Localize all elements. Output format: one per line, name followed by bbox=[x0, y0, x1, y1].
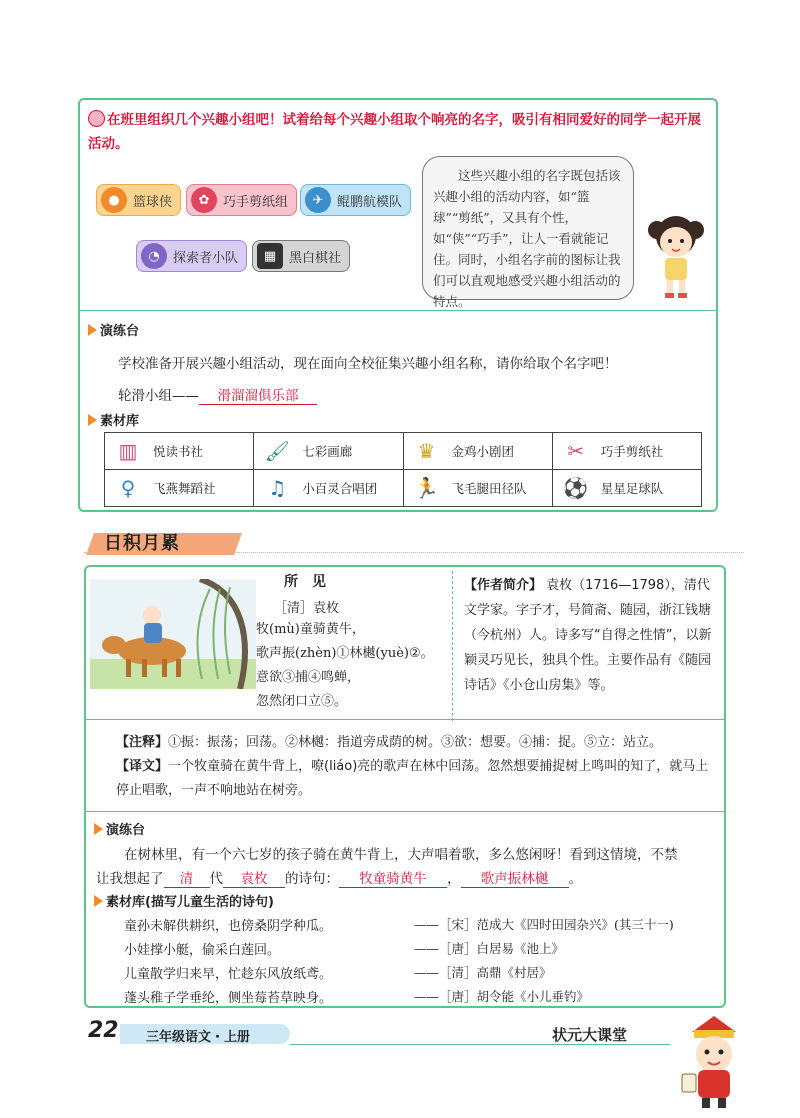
books-icon: ▥ bbox=[118, 439, 138, 463]
fill-text: 让我想起了 bbox=[96, 871, 164, 887]
material-label: 飞燕舞蹈社 bbox=[153, 481, 216, 496]
material-label: 七彩画廊 bbox=[302, 444, 353, 459]
answer-lead: 轮滑小组—— bbox=[118, 388, 199, 404]
material-label: 小百灵合唱团 bbox=[302, 481, 378, 496]
material-cell bbox=[403, 433, 552, 470]
poem-line: 儿童散学归来早，忙趁东风放纸鸢。 bbox=[124, 967, 333, 982]
poem-source: ——［唐］白居易《池上》 bbox=[414, 941, 565, 956]
material-label: 金鸡小剧团 bbox=[451, 444, 515, 459]
notes-label: 【注释】 bbox=[116, 735, 169, 750]
practice-title: 演练台 bbox=[106, 823, 146, 838]
answer-group-name: 滑溜溜俱乐部 bbox=[199, 384, 317, 405]
materials-heading bbox=[88, 410, 139, 429]
practice-text: 在树林里，有一个六七岁的孩子骑在黄牛背上，大声唱着歌，多么悠闲呀！看到这情境，不禁 bbox=[124, 847, 678, 863]
poem-line: 歌声振(zhèn)①林樾(yuè)②。 bbox=[256, 646, 434, 661]
bulb-icon bbox=[88, 110, 105, 127]
materials-table bbox=[104, 432, 702, 507]
poem-source: ——［唐］胡令能《小儿垂钓》 bbox=[414, 989, 590, 1004]
poem-title: 所 见 bbox=[284, 574, 326, 590]
airplane-model-icon: ✈ bbox=[305, 187, 331, 213]
badge-explorer bbox=[136, 240, 247, 272]
tip-speech-bubble bbox=[422, 156, 634, 309]
material-row bbox=[124, 939, 724, 958]
scissors-icon: ✂ bbox=[567, 439, 585, 463]
herd-boy-illustration bbox=[90, 579, 256, 689]
materials-heading bbox=[94, 891, 274, 910]
poem-line: 蓬头稚子学垂纶，侧坐莓苔草映身。 bbox=[124, 991, 333, 1006]
material-label: 飞毛腿田径队 bbox=[451, 481, 527, 496]
material-label: 星星足球队 bbox=[600, 481, 664, 496]
daily-accumulation-banner bbox=[90, 527, 230, 557]
badge-papercut bbox=[186, 184, 297, 216]
material-label: 巧手剪纸社 bbox=[600, 444, 664, 459]
badge-label: 黑白棋社 bbox=[289, 250, 342, 266]
brand-name: 状元大课堂 bbox=[552, 1026, 628, 1044]
material-label: 悦读书社 bbox=[153, 444, 204, 459]
fill-text: 。 bbox=[568, 871, 582, 887]
dancer-icon: ♀ bbox=[120, 476, 136, 500]
material-cell bbox=[105, 470, 254, 507]
interest-group-section bbox=[78, 98, 718, 512]
banner-title: 日积月累 bbox=[104, 533, 180, 554]
answer-line1: 牧童骑黄牛 bbox=[339, 867, 447, 888]
poem-source: ——［宋］范成大《四时田园杂兴》(其三十一) bbox=[414, 917, 674, 932]
book-title: 三年级语文・上册 bbox=[146, 1030, 251, 1045]
basketball-icon: ● bbox=[101, 187, 127, 213]
football-icon: ⚽ bbox=[563, 476, 589, 500]
arrow-icon bbox=[88, 324, 97, 336]
practice-answer-line bbox=[118, 384, 317, 405]
divider bbox=[80, 310, 716, 311]
girl-illustration bbox=[643, 200, 709, 300]
poem-section bbox=[84, 565, 726, 1008]
trophy-icon: ♛ bbox=[417, 439, 436, 463]
divider bbox=[86, 811, 724, 812]
poem-source: ——［清］高鼎《村居》 bbox=[414, 965, 552, 980]
paint-brush-icon: 🖌 bbox=[264, 439, 290, 463]
arrow-icon bbox=[94, 823, 103, 835]
author-intro-text: 袁枚（1716—1798），清代文学家。字子才，号简斋、随园，浙江钱塘（今杭州）人。诗多写“自得之性情”，以新颖灵巧见长，独具个性。主要作品有《随园诗话》《小仓山房集》等。 bbox=[464, 578, 712, 693]
arrow-icon bbox=[94, 895, 103, 907]
arrow-icon bbox=[88, 414, 97, 426]
notes bbox=[116, 731, 716, 755]
material-cell bbox=[403, 470, 552, 507]
mascot-illustration bbox=[676, 1012, 752, 1112]
poem-line: 牧(mù)童骑黄牛， bbox=[256, 622, 365, 637]
translation-label: 【译文】 bbox=[116, 759, 169, 774]
materials-title: 素材库 bbox=[100, 414, 140, 429]
poem-line: 童孙未解供耕织，也傍桑阴学种瓜。 bbox=[124, 919, 333, 934]
fill-text: ， bbox=[447, 871, 461, 887]
translation-text: 一个牧童骑在黄牛背上，嘹(liáo)亮的歌声在林中回荡。忽然想要捕捉树上鸣叫的知了，就马上停止唱歌，一声不响地站在树旁。 bbox=[116, 759, 709, 798]
material-row bbox=[124, 963, 724, 982]
chessboard-icon: ▦ bbox=[257, 243, 283, 269]
material-cell bbox=[552, 470, 701, 507]
material-cell bbox=[254, 470, 403, 507]
materials-title: 素材库(描写儿童生活的诗句) bbox=[106, 895, 274, 910]
badge-label: 鲲鹏航模队 bbox=[337, 194, 403, 210]
material-row bbox=[124, 987, 724, 1006]
activity-prompt bbox=[88, 108, 712, 156]
fill-text: 的诗句： bbox=[285, 871, 339, 887]
satellite-dish-icon: ◔ bbox=[141, 243, 167, 269]
badge-chess bbox=[252, 240, 350, 272]
poem-line: 小娃撑小艇，偷采白莲回。 bbox=[124, 943, 281, 958]
poem-line: 意欲③捕④鸣蝉， bbox=[256, 670, 361, 685]
notes-text: ①振：振荡；回荡。②林樾：指道旁成荫的树。③欲：想要。④捕：捉。⑤立：站立。 bbox=[168, 735, 663, 750]
badge-label: 巧手剪纸组 bbox=[223, 194, 289, 210]
practice-instruction: 学校准备开展兴趣小组活动，现在面向全校征集兴趣小组名称，请你给取个名字吧！ bbox=[118, 356, 618, 372]
translation bbox=[116, 755, 712, 803]
practice-title: 演练台 bbox=[100, 324, 140, 339]
answer-line2: 歌声振林樾 bbox=[461, 867, 569, 888]
author-intro bbox=[464, 573, 716, 698]
vertical-divider bbox=[452, 571, 453, 721]
badge-airplane-model bbox=[300, 184, 411, 216]
poem-block bbox=[256, 571, 454, 712]
material-row bbox=[124, 915, 724, 934]
answer-poet: 袁枚 bbox=[223, 867, 285, 888]
divider bbox=[86, 719, 724, 720]
material-cell bbox=[105, 433, 254, 470]
papercut-icon: ✿ bbox=[191, 187, 217, 213]
practice-heading bbox=[88, 320, 139, 339]
badge-label: 篮球侠 bbox=[133, 194, 173, 210]
prompt-text: 在班里组织几个兴趣小组吧！试着给每个兴趣小组取个响亮的名字，吸引有相同爱好的同学一起开展活动。 bbox=[88, 112, 701, 152]
material-cell bbox=[254, 433, 403, 470]
author-intro-heading: 【作者简介】 bbox=[464, 578, 543, 593]
runner-icon: 🏃 bbox=[414, 476, 439, 500]
practice-fill-line bbox=[96, 867, 582, 888]
page-number: 22 bbox=[88, 1018, 119, 1043]
bubble-text: 这些兴趣小组的名字既包括该兴趣小组的活动内容，如“篮球”“剪纸”，又具有个性，如“侠”“巧手”，让人一看就能记住。同时，小组名字前的图标让我们可以直观地感受兴趣小组活动的特点。 bbox=[433, 168, 621, 309]
poem-author: ［清］袁枚 bbox=[274, 601, 340, 616]
poem-line: 忽然闭口立⑤。 bbox=[256, 694, 348, 709]
fill-text: 代 bbox=[209, 871, 223, 887]
answer-dynasty: 清 bbox=[164, 867, 210, 888]
badge-label: 探索者小队 bbox=[173, 250, 239, 266]
music-note-icon: ♫ bbox=[268, 476, 287, 500]
practice-heading bbox=[94, 819, 145, 838]
badge-basketball bbox=[96, 184, 181, 216]
material-cell bbox=[552, 433, 701, 470]
